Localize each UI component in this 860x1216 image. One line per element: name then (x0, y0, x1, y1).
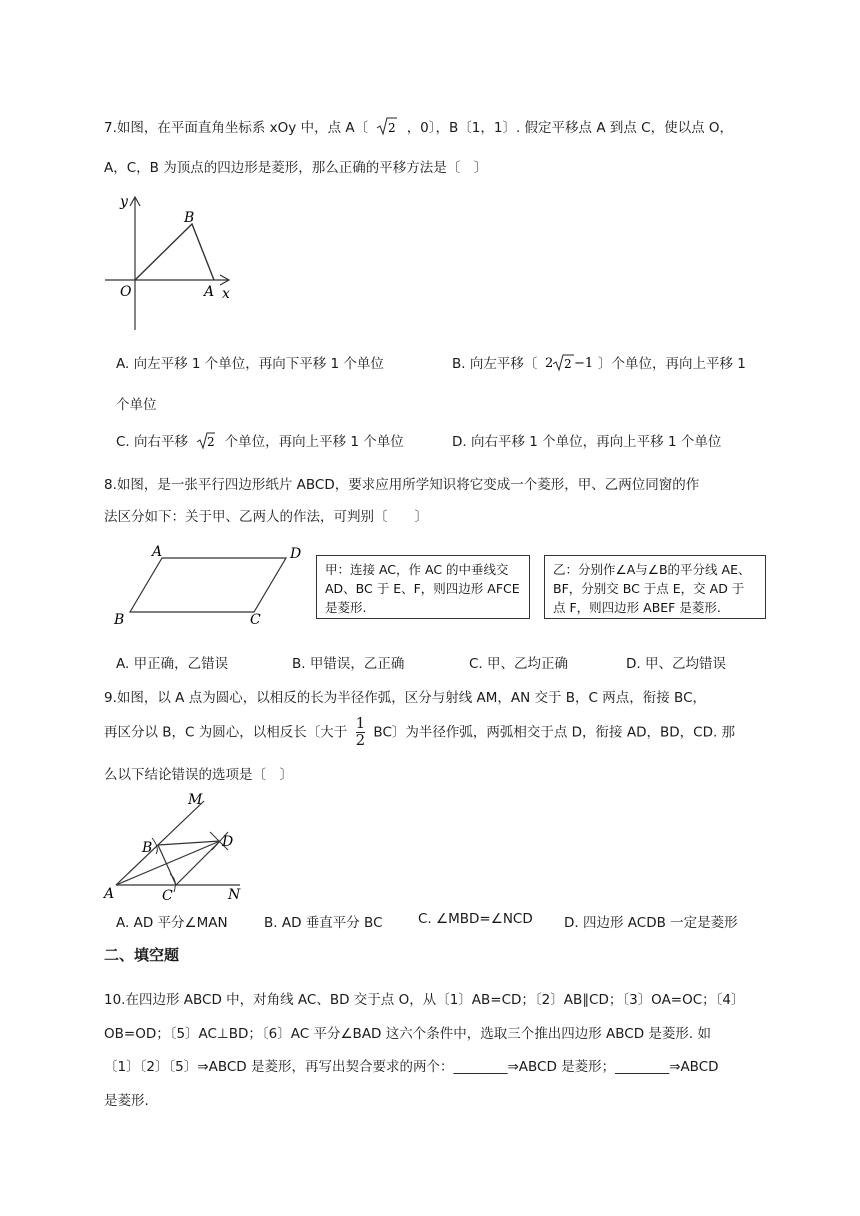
section-title-fill-in: 二、填空题 (104, 946, 180, 964)
fraction-one-half: $\frac{1}{2}$ (355, 714, 366, 749)
q10-line1: 10.在四边形 ABCD 中，对角线 AC、BD 交于点 O，从〔1〕AB=CD；〔2〕AB∥CD；〔3〕OA=OC；〔4〕 (104, 992, 745, 1008)
svg-text:2: 2 (207, 435, 215, 449)
sqrt-arg: 2 (388, 121, 397, 135)
label-N: N (228, 887, 241, 903)
label-B: B (184, 210, 195, 226)
svg-text:2: 2 (563, 357, 572, 371)
q8-option-d[interactable]: D. 甲、乙均错误 (626, 656, 726, 672)
q9-line2: 再区分以 B，C 为圆心，以相反长〔大于 $\frac{1}{2}$ BC〕为半径作弧，两弧相交于点 D，衔接 AD，BD，CD. 那 (104, 714, 736, 749)
parallelogram-ABCD (130, 558, 286, 612)
q10-line4: 是菱形. (104, 1093, 149, 1109)
q10-line3: 〔1〕〔2〕〔5〕⇒ABCD 是菱形，再写出契合要求的两个：________⇒ABCD 是菱形；________⇒ABCD (104, 1059, 719, 1075)
q8-option-a[interactable]: A. 甲正确，乙错误 (116, 656, 229, 672)
q9-line3: 么以下结论错误的选项是〔 〕 (104, 767, 293, 783)
expr-2sqrt2-minus-1 (544, 352, 592, 376)
q9-option-b[interactable]: B. AD 垂直平分 BC (264, 915, 383, 931)
q10-line2: OB=OD；〔5〕AC⊥BD；〔6〕AC 平分∠BAD 这六个条件中，选取三个推出四边形 ABCD 是菱形. 如 (104, 1026, 711, 1042)
q7-figure (100, 188, 240, 336)
svg-text:−1: −1 (573, 356, 592, 371)
method-box-yi: 乙：分别作∠A与∠B的平分线 AE、 BF，分别交 BC 于点 E，交 AD 于 点 F，则四边形 ABEF 是菱形. (544, 555, 766, 619)
triangle-OBA (135, 224, 214, 280)
q7-option-d[interactable]: D. 向右平移 1 个单位，再向上平移 1 个单位 (452, 434, 722, 450)
label-M: M (188, 792, 203, 808)
label-D: D (222, 834, 234, 850)
segment-BC (158, 845, 176, 885)
label-A: A (104, 886, 115, 902)
q9-option-a[interactable]: A. AD 平分∠MAN (116, 915, 228, 931)
label-C: C (250, 612, 261, 628)
segment-CD (176, 841, 220, 885)
arc-mark-B (152, 838, 157, 854)
q8-line2: 法区分如下：关于甲、乙两人的作法，可判别〔 〕 (104, 509, 428, 525)
q8-parallelogram-figure (108, 540, 308, 628)
svg-text:2: 2 (544, 356, 553, 371)
label-A: A (152, 544, 163, 560)
sqrt-2-symbol (376, 116, 398, 140)
q9-option-d[interactable]: D. 四边形 ACDB 一定是菱形 (564, 915, 738, 931)
sqrt-2-symbol (196, 430, 216, 454)
q8-option-b[interactable]: B. 甲错误，乙正确 (292, 656, 405, 672)
label-y: y (120, 194, 128, 210)
label-B: B (142, 840, 153, 856)
q7-line1: 7.如图，在平面直角坐标系 xOy 中，点 A〔 2 ，0〕，B〔1，1〕. 假定平移点 A 到点 C，使以点 O， (104, 116, 733, 140)
label-x: x (222, 286, 230, 302)
method-box-jia: 甲：连接 AC，作 AC 的中垂线交 AD、BC 于 E、F，则四边形 AFCE 是菱形. (316, 555, 530, 619)
segment-AD (116, 841, 220, 885)
q7-option-a[interactable]: A. 向左平移 1 个单位，再向下平移 1 个单位 (116, 356, 384, 372)
label-C: C (162, 888, 173, 904)
q7-line2: A，C，B 为顶点的四边形是菱形，那么正确的平移方法是〔 〕 (104, 160, 488, 176)
label-O: O (120, 284, 132, 300)
label-A: A (204, 284, 215, 300)
q7-option-c[interactable]: C. 向右平移 2 个单位，再向上平移 1 个单位 (116, 430, 404, 454)
q8-line1: 8.如图，是一张平行四边形纸片 ABCD，要求应用所学知识将它变成一个菱形，甲、乙两位同窗的作 (104, 477, 700, 493)
q7-option-b-cont: 个单位 (116, 397, 157, 413)
label-B: B (114, 612, 125, 628)
q9-figure (100, 788, 250, 906)
q7-option-b[interactable]: B. 向左平移〔 2 2 −1 〕个单位，再向上平移 1 (452, 352, 746, 376)
q9-option-c[interactable]: C. ∠MBD=∠NCD (418, 911, 533, 927)
label-D: D (290, 546, 302, 562)
q8-option-c[interactable]: C. 甲、乙均正确 (469, 656, 569, 672)
q9-line1: 9.如图，以 A 点为圆心，以相反的长为半径作弧，区分与射线 AM，AN 交于 B，C 两点，衔接 BC， (104, 690, 707, 706)
